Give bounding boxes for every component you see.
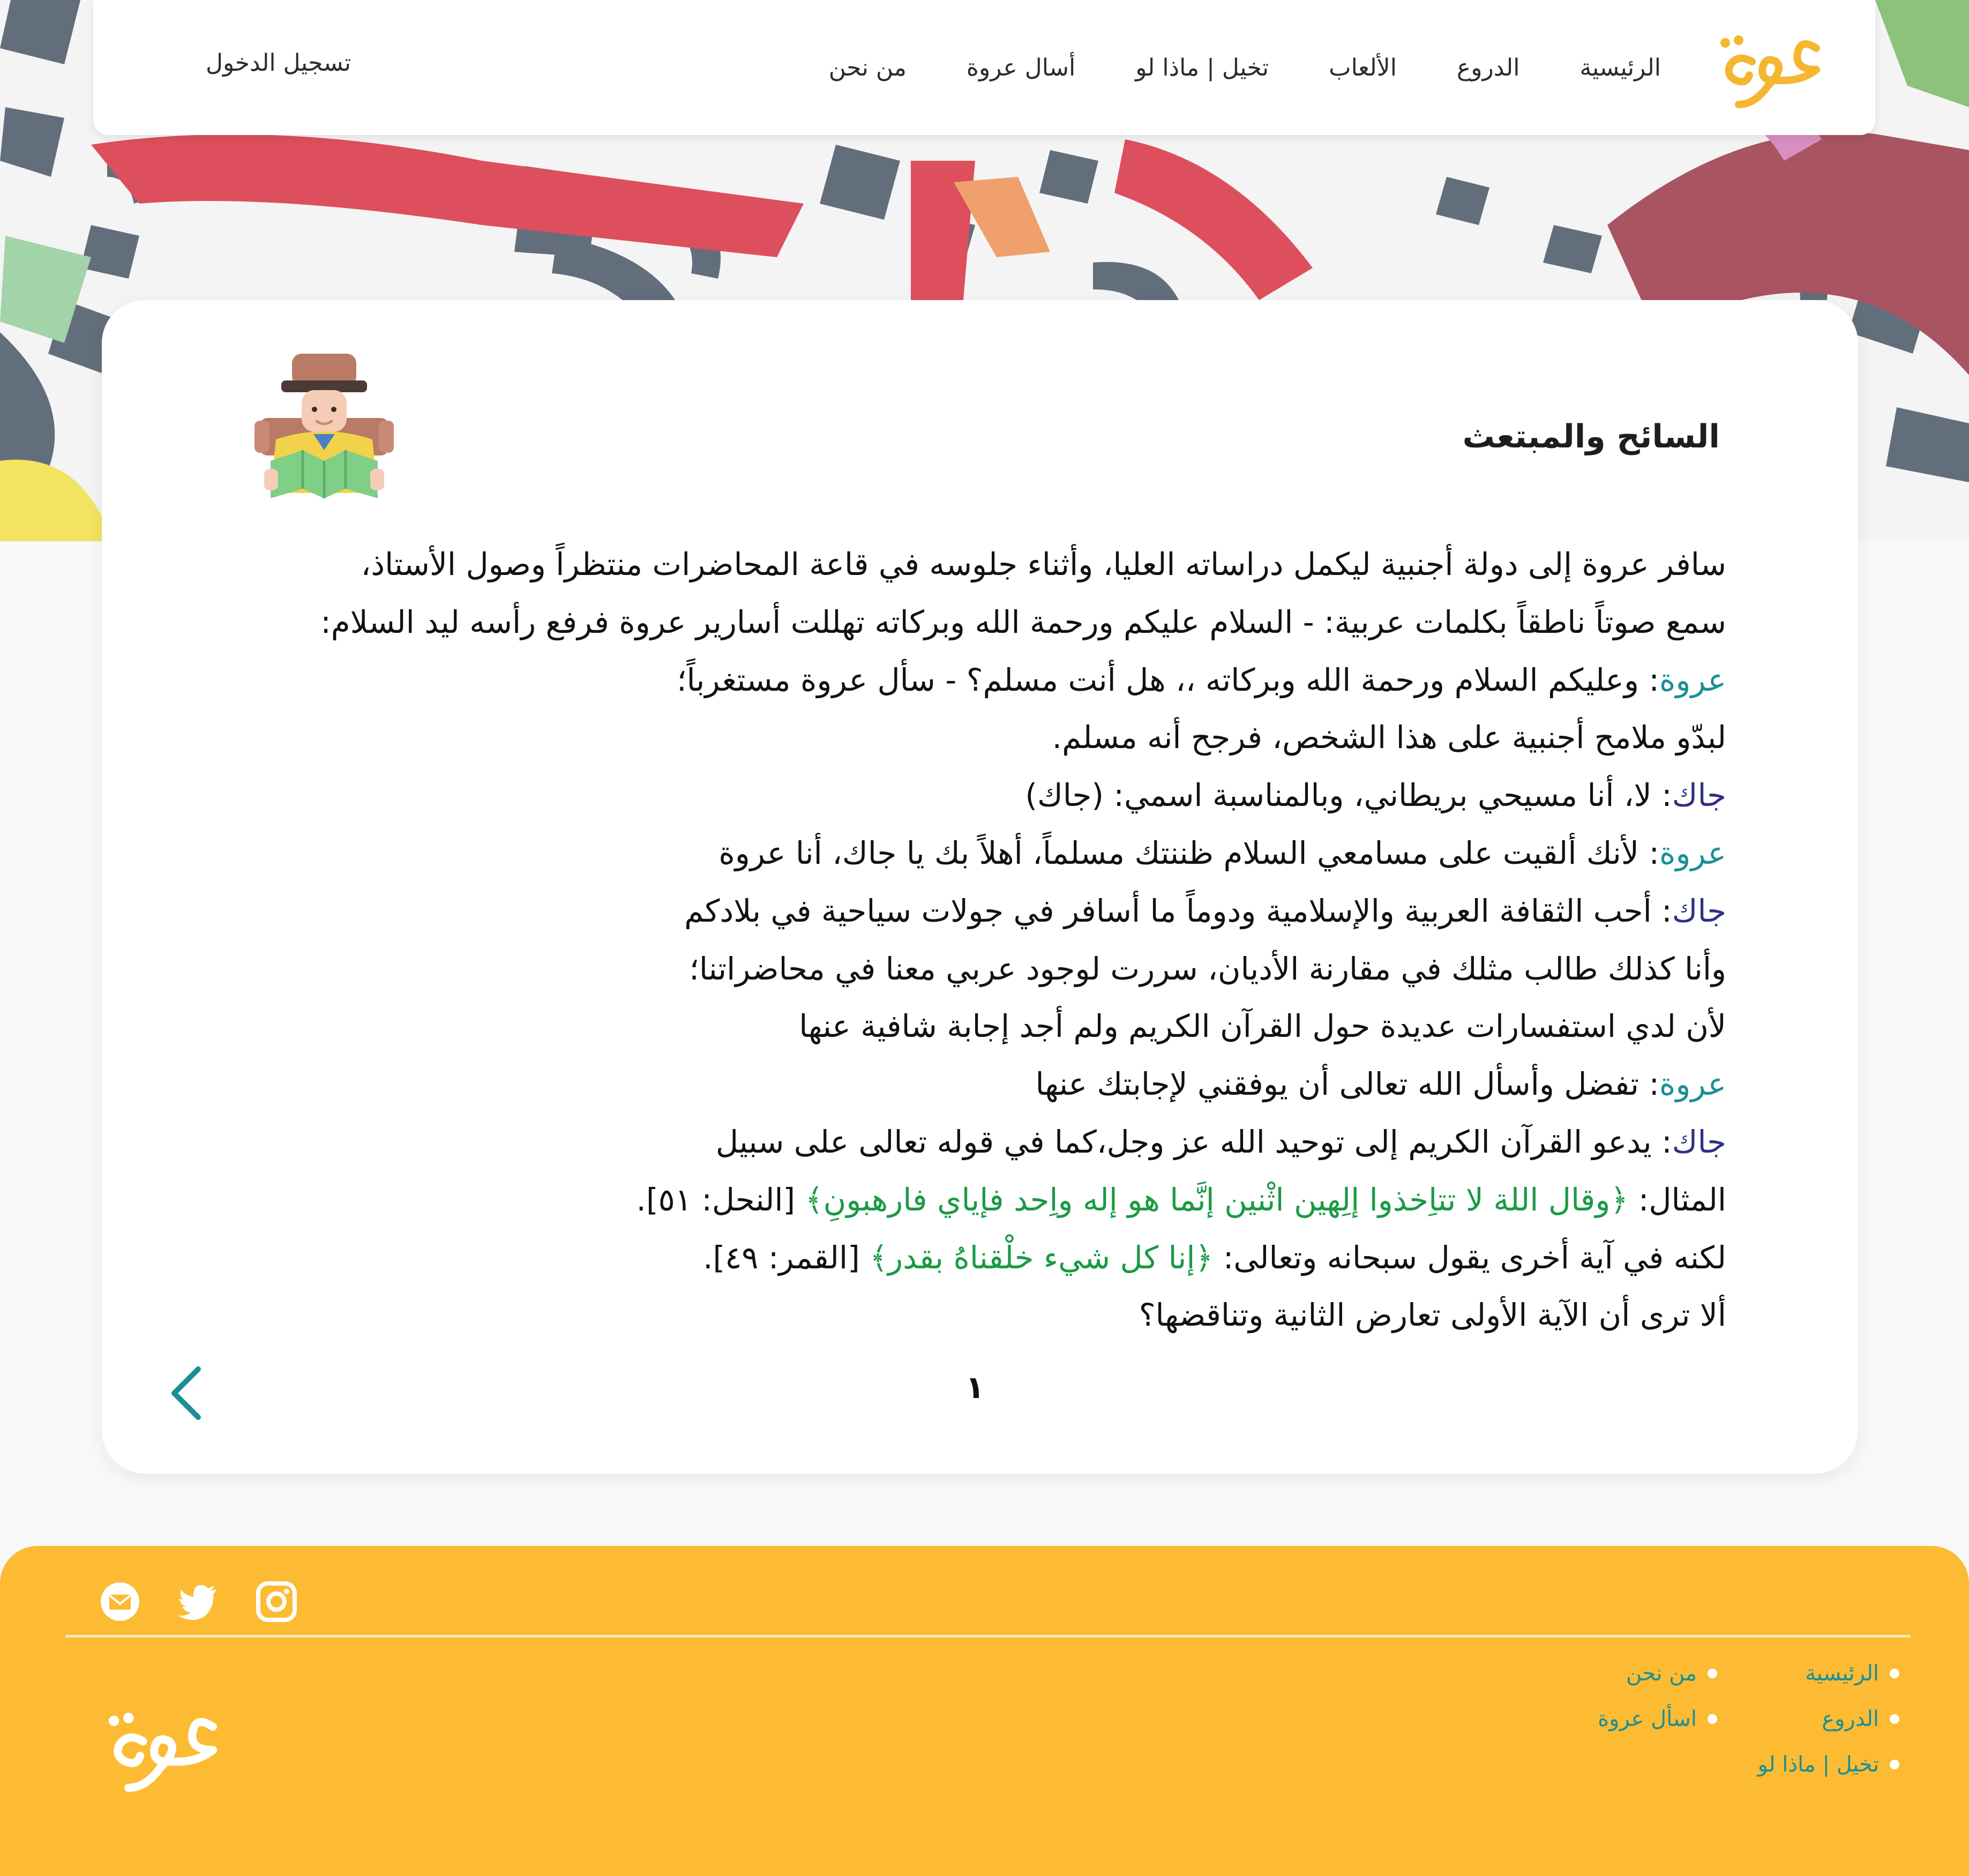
footer-link-label: من نحن xyxy=(1626,1661,1697,1686)
verse-reference: [القمر: ٤٩]. xyxy=(703,1239,870,1276)
story-line-text: سافر عروة إلى دولة أجنبية ليكمل دراساته العليا، وأثناء جلوسه في قاعة المحاضرات منتظراً وصول الأستاذ، xyxy=(361,546,1726,582)
story-line xyxy=(237,594,1726,652)
verse-reference: [النحل: ٥١]. xyxy=(636,1181,805,1218)
nav-item-about[interactable]: من نحن xyxy=(828,54,907,81)
speaker-urwa: عروة xyxy=(1659,661,1726,698)
speaker-jack: جاك xyxy=(1672,1123,1726,1160)
story-line xyxy=(237,652,1726,709)
bullet-dot xyxy=(1890,1714,1899,1724)
logo-icon xyxy=(96,1685,230,1803)
story-line-text: لبدّو ملامح أجنبية على هذا الشخص، فرجح أنه مسلم. xyxy=(1052,719,1726,756)
footer-divider xyxy=(65,1635,1911,1638)
footer-link-label: تخيل | ماذا لو xyxy=(1757,1752,1879,1777)
footer-link-label: اسأل عروة xyxy=(1598,1707,1697,1731)
story-line xyxy=(237,1056,1726,1113)
story-line xyxy=(237,767,1726,825)
nav-logo[interactable] xyxy=(1709,11,1832,118)
footer xyxy=(0,1546,1969,1876)
nav-item-shields[interactable]: الدروع xyxy=(1456,54,1520,81)
story-line-text: المثال: xyxy=(1628,1181,1726,1218)
story-line xyxy=(237,536,1726,594)
navbar xyxy=(93,0,1875,135)
story-line-text: لأن لدي استفسارات عديدة حول القرآن الكريم ولم أجد إجابة شافية عنها xyxy=(799,1008,1726,1045)
story-line-text: : أحب الثقافة العربية والإسلامية ودوماً ما أسافر في جولات سياحية في بلادكم xyxy=(684,892,1672,929)
footer-logo[interactable] xyxy=(96,1685,230,1803)
story-body xyxy=(237,536,1726,1344)
nav-item-imagine[interactable]: تخيل | ماذا لو xyxy=(1135,54,1269,81)
story-line xyxy=(237,1171,1726,1229)
footer-links xyxy=(1471,1661,1899,1822)
footer-link-shields[interactable] xyxy=(1822,1707,1899,1731)
footer-link-label: الرئيسية xyxy=(1805,1661,1879,1686)
chevron-left-icon[interactable] xyxy=(166,1361,209,1425)
quran-verse: ﴿وقال اللة لا تتاِخذوا إلِهين اثْنين إنَّما هو إله واِحد فإياي فارهبونِ﴾ xyxy=(805,1181,1629,1218)
footer-link-label: الدروع xyxy=(1822,1707,1879,1731)
story-line-text: : وعليكم السلام ورحمة الله وبركاته ،، هل أنت مسلم؟ - سأل عروة مستغرباً؛ xyxy=(677,661,1659,698)
page-number: ١ xyxy=(965,1369,985,1406)
footer-link-ask-urwa[interactable] xyxy=(1598,1707,1717,1731)
story-line xyxy=(237,709,1726,767)
instagram-icon[interactable] xyxy=(256,1581,297,1622)
speaker-urwa: عروة xyxy=(1659,834,1726,871)
story-line xyxy=(237,940,1726,998)
twitter-icon[interactable] xyxy=(178,1581,219,1622)
story-card xyxy=(102,300,1858,1474)
explorer-with-map-icon xyxy=(254,354,394,501)
speaker-jack: جاك xyxy=(1672,892,1726,929)
footer-link-imagine[interactable] xyxy=(1758,1752,1899,1777)
nav-menu xyxy=(829,0,1661,135)
story-line-text: وأنا كذلك طالب مثلك في مقارنة الأديان، سررت لوجود عربي معنا في محاضراتنا؛ xyxy=(689,950,1726,987)
nav-item-ask-urwa[interactable]: أسال عروة xyxy=(966,54,1076,81)
story-line-text: : يدعو القرآن الكريم إلى توحيد الله عز وجل،كما في قوله تعالى على سبيل xyxy=(715,1123,1672,1160)
story-line-text: ألا ترى أن الآية الأولى تعارض الثانية وتناقضها؟ xyxy=(1139,1297,1726,1334)
quran-verse: ﴿إنا كل شيء خلْقناهُ بقدر﴾ xyxy=(870,1239,1214,1276)
footer-link-home[interactable] xyxy=(1805,1661,1899,1686)
mail-icon[interactable] xyxy=(100,1581,140,1622)
story-line xyxy=(237,1113,1726,1171)
bullet-dot xyxy=(1708,1714,1717,1724)
bullet-dot xyxy=(1708,1669,1717,1678)
footer-link-about[interactable] xyxy=(1626,1661,1717,1686)
speaker-jack: جاك xyxy=(1672,777,1726,814)
story-line-text: لكنه في آية أخرى يقول سبحانه وتعالى: xyxy=(1213,1239,1726,1276)
social-links xyxy=(100,1581,297,1622)
bullet-dot xyxy=(1890,1760,1899,1769)
story-line-text: : لا، أنا مسيحي بريطاني، وبالمناسبة اسمي: (جاك) xyxy=(1025,777,1672,814)
story-title: السائح والمبتعث xyxy=(1462,418,1720,455)
story-line xyxy=(237,1287,1726,1344)
story-line-text: سمع صوتاً ناطقاً بكلمات عربية: - السلام عليكم ورحمة الله وبركاته تهللت أسارير عروة فرفع رأسه ليد السلام: xyxy=(320,603,1726,640)
story-line xyxy=(237,883,1726,940)
nav-item-games[interactable]: الألعاب xyxy=(1329,54,1397,81)
bullet-dot xyxy=(1890,1669,1899,1678)
story-line xyxy=(237,825,1726,883)
nav-item-home[interactable]: الرئيسية xyxy=(1579,54,1661,81)
story-line xyxy=(237,1229,1726,1287)
story-line-text: : لأنك ألقيت على مسامعي السلام ظننتك مسلماً، أهلاً بك يا جاك، أنا عروة xyxy=(718,834,1659,871)
story-line-text: : تفضل وأسأل الله تعالى أن يوفقني لإجابتك عنها xyxy=(1035,1066,1659,1103)
login-link[interactable]: تسجيل الدخول xyxy=(206,49,351,77)
speaker-urwa: عروة xyxy=(1659,1066,1726,1103)
logo-icon xyxy=(1709,11,1832,118)
story-line xyxy=(237,998,1726,1056)
